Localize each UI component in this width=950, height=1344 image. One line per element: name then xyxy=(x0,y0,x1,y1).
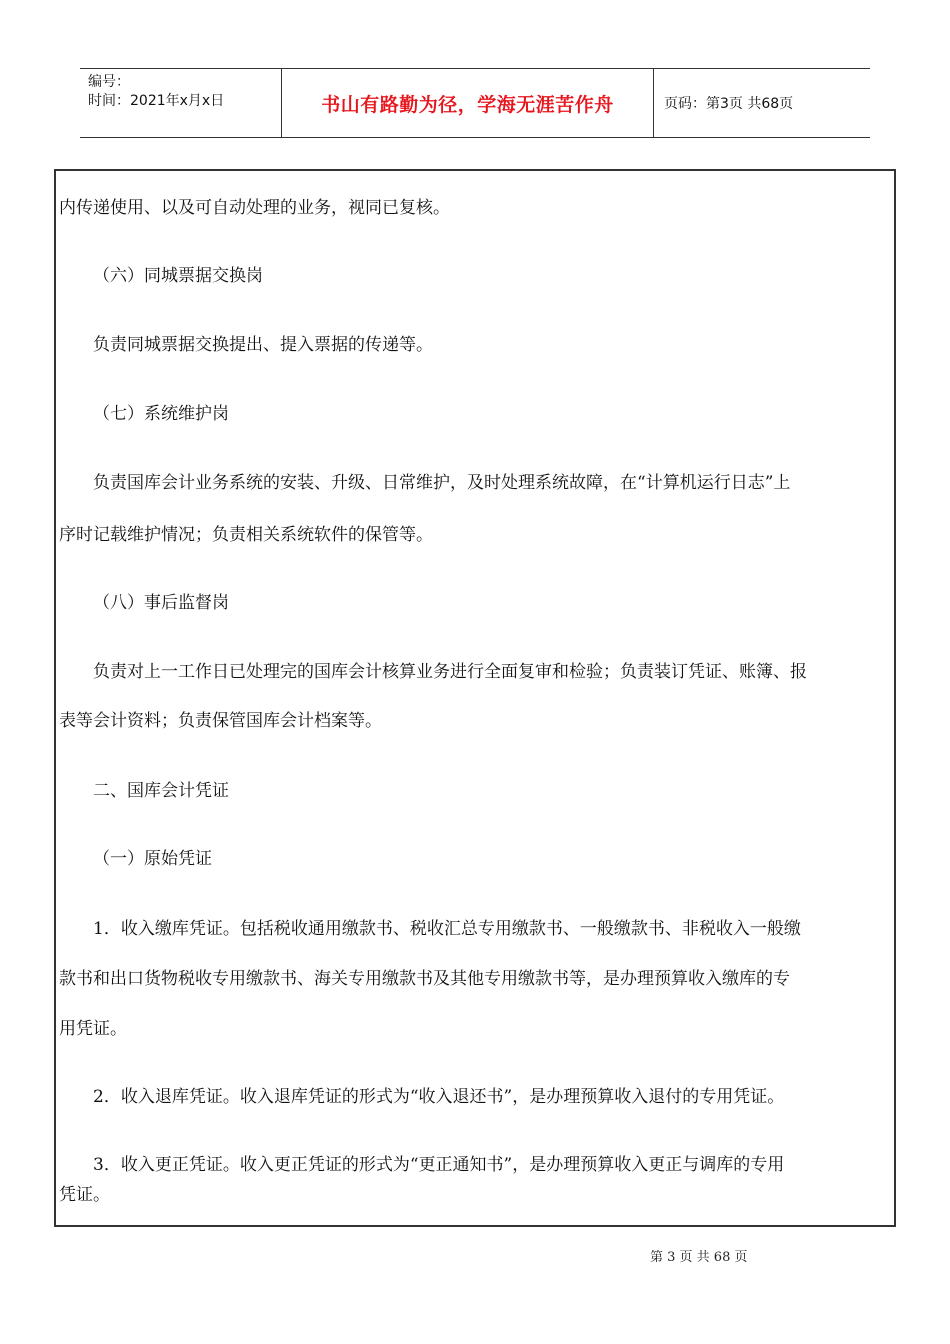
body-line: 负责同城票据交换提出、提入票据的传递等。 xyxy=(93,335,433,355)
body-line: 负责对上一工作日已处理完的国库会计核算业务进行全面复审和检验；负责装订凭证、账簿、报 xyxy=(93,662,807,682)
section-heading: （一）原始凭证 xyxy=(93,849,212,869)
body-line: 1．收入缴库凭证。包括税收通用缴款书、税收汇总专用缴款书、一般缴款书、非税收入一般缴 xyxy=(93,919,801,939)
body-line: 序时记载维护情况；负责相关系统软件的保管等。 xyxy=(59,525,433,545)
section-heading: （六）同城票据交换岗 xyxy=(93,266,263,286)
body-line: 表等会计资料；负责保管国库会计档案等。 xyxy=(59,711,382,731)
header-page-info: 页码：第3页 共68页 xyxy=(664,96,794,112)
body-line: 凭证。 xyxy=(59,1185,110,1205)
document-header xyxy=(80,68,870,138)
body-line: 3．收入更正凭证。收入更正凭证的形式为“更正通知书”，是办理预算收入更正与调库的专用 xyxy=(93,1155,785,1175)
body-line: 负责国库会计业务系统的安装、升级、日常维护，及时处理系统故障，在“计算机运行日志”上 xyxy=(93,473,791,493)
section-heading: （八）事后监督岗 xyxy=(93,593,229,613)
header-meta xyxy=(80,69,282,137)
section-heading: 二、国库会计凭证 xyxy=(93,781,229,801)
body-line: 内传递使用、以及可自动处理的业务，视同已复核。 xyxy=(59,198,450,218)
section-heading: （七）系统维护岗 xyxy=(93,404,229,424)
doc-number-label: 编号： xyxy=(88,74,130,90)
body-line: 用凭证。 xyxy=(59,1019,127,1039)
content-frame xyxy=(54,169,896,1227)
doc-time-label: 时间：2021年x月x日 xyxy=(88,93,225,109)
body-line: 2．收入退库凭证。收入退库凭证的形式为“收入退还书”，是办理预算收入退付的专用凭证。 xyxy=(93,1087,785,1107)
page-footer: 第 3 页 共 68 页 xyxy=(650,1250,748,1265)
header-motto: 书山有路勤为径，学海无涯苦作舟 xyxy=(282,69,654,137)
body-line: 款书和出口货物税收专用缴款书、海关专用缴款书及其他专用缴款书等，是办理预算收入缴库的专 xyxy=(59,969,790,989)
